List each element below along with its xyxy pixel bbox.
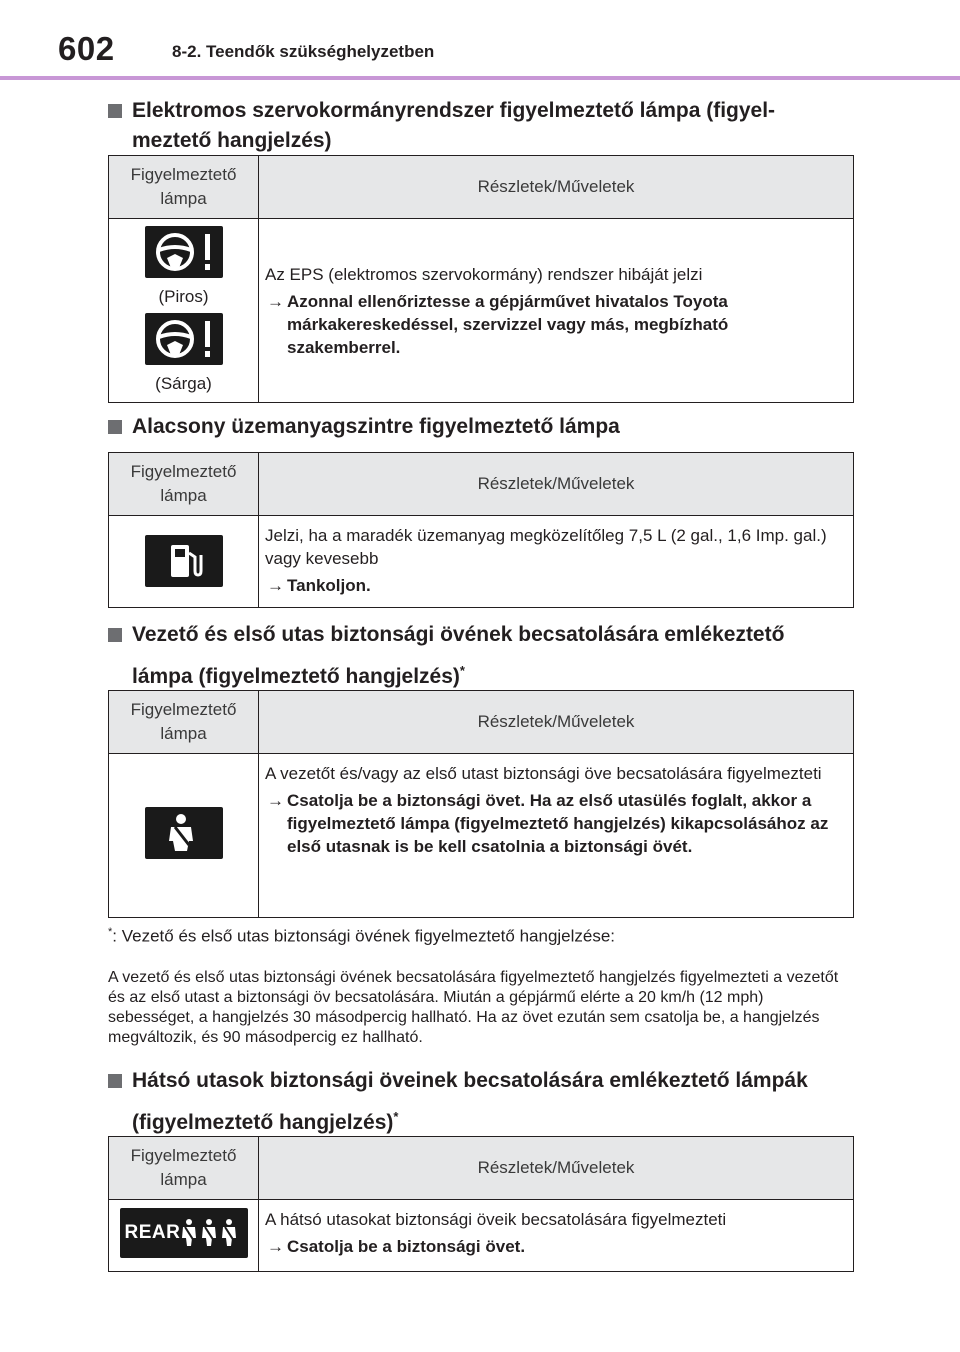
description-text: Az EPS (elektromos szervokormány) rendszer hibáját jelzi — [265, 264, 703, 284]
action-text: Tankoljon. — [287, 576, 371, 595]
column-header-lamp: Figyelmeztető lámpa — [109, 156, 259, 219]
column-header-lamp: Figyelmeztető lámpa — [109, 691, 259, 754]
warning-table-fuel — [108, 452, 854, 608]
column-header-lamp: Figyelmeztető lámpa — [109, 1137, 259, 1200]
icon-caption-red: (Piros) — [158, 286, 209, 306]
action-text: Csatolja be a biztonsági övet. Ha az első utasülés foglalt, akkor a figyelmeztető lámpa (figyelmeztető hangjelzés) kikapcsolásához az első utasnak is be kell csatolnia a biztonsági övét. — [287, 791, 829, 856]
description-text: A vezetőt és/vagy az első utast biztonsági öve becsatolására figyelmezteti — [265, 764, 822, 783]
icon-cell — [109, 219, 259, 403]
heading-line: Alacsony üzemanyagszintre figyelmeztető lámpa — [132, 415, 620, 438]
arrow-icon: → — [267, 791, 284, 810]
footnote-text: : Vezető és első utas biztonsági övének figyelmeztető hangjelzése: — [112, 926, 616, 946]
action-line — [265, 1235, 843, 1258]
heading-line: Vezető és első utas biztonsági övének becsatolására emlékeztető — [132, 623, 785, 646]
column-header-details: Részletek/Műveletek — [259, 156, 854, 219]
section-heading-fuel — [108, 412, 868, 442]
rear-seatbelt-icon — [120, 1208, 248, 1258]
bullet-square-icon — [108, 104, 122, 118]
heading-line: meztető hangjelzés) — [132, 129, 332, 152]
description-text: A hátsó utasokat biztonsági öveik becsatolására figyelmezteti — [265, 1210, 727, 1229]
arrow-icon: → — [267, 576, 284, 595]
seatbelt-icon — [145, 807, 223, 859]
action-line — [265, 290, 843, 359]
steering-warning-red-icon — [145, 226, 223, 278]
fuel-pump-icon — [145, 535, 223, 587]
heading-line: Hátsó utasok biztonsági öveinek becsatolására emlékeztető lámpák — [132, 1069, 808, 1092]
page-header — [0, 0, 960, 80]
column-header-details: Részletek/Műveletek — [259, 453, 854, 516]
bullet-square-icon — [108, 628, 122, 642]
icon-cell — [109, 754, 259, 918]
icon-caption-amber: (Sárga) — [155, 373, 212, 393]
warning-table-front-seatbelt — [108, 690, 854, 918]
footnote-marker: * — [108, 926, 113, 938]
warning-table-rear-seatbelt — [108, 1136, 854, 1272]
icon-cell — [109, 1200, 259, 1272]
header-rule — [0, 76, 960, 80]
description-text: Jelzi, ha a maradék üzemanyag megközelítőleg 7,5 L (2 gal., 1,6 Imp. gal.) vagy kevesebb — [265, 526, 827, 568]
details-cell — [259, 754, 854, 918]
bullet-square-icon — [108, 1074, 122, 1088]
icon-cell — [109, 516, 259, 608]
heading-line: (figyelmeztető hangjelzés)* — [132, 1109, 399, 1134]
action-line — [265, 789, 843, 858]
heading-line: Elektromos szervokormányrendszer figyelmeztető lámpa (figyel- — [132, 99, 776, 122]
column-header-details: Részletek/Műveletek — [259, 691, 854, 754]
footnote-marker: * — [393, 1109, 399, 1124]
chapter-title: 8-2. Teendők szükséghelyzetben — [172, 42, 435, 61]
details-cell — [259, 516, 854, 608]
footnote-paragraph: A vezető és első utas biztonsági övének becsatolására figyelmeztető hangjelzés figyelmezteti a vezetőt és az első utast a biztonsági öv becsatolására. Miután a gépjármű elérte a 20 km/h (12 mph) sebességet, a hangjelzés 30 másodpercig hallható. Ha az övet ezután sem csatolja be, a hangjelzés megváltozik, és 90 másodpercig ez hallható. — [108, 969, 839, 1046]
details-cell — [259, 1200, 854, 1272]
footnote — [108, 926, 615, 947]
section-heading-rear-seatbelt — [108, 1066, 868, 1138]
bullet-square-icon — [108, 420, 122, 434]
page-number: 602 — [58, 30, 115, 67]
section-heading-eps — [108, 96, 868, 156]
section-heading-front-seatbelt — [108, 620, 868, 692]
warning-table-eps — [108, 155, 854, 403]
steering-warning-amber-icon — [145, 313, 223, 365]
heading-line: lámpa (figyelmeztető hangjelzés)* — [132, 663, 465, 688]
action-line — [265, 574, 843, 597]
column-header-details: Részletek/Műveletek — [259, 1137, 854, 1200]
action-text: Azonnal ellenőriztesse a gépjárművet hivatalos Toyota márkakereskedéssel, szervizzel vagy más, megbízható szakemberrel. — [287, 291, 729, 357]
action-text: Csatolja be a biztonsági övet. — [287, 1237, 526, 1256]
rear-label: REAR — [124, 1222, 181, 1243]
footnote-marker: * — [459, 663, 465, 678]
column-header-lamp: Figyelmeztető lámpa — [109, 453, 259, 516]
arrow-icon: → — [267, 291, 284, 311]
details-cell — [259, 219, 854, 403]
arrow-icon: → — [267, 1237, 284, 1256]
